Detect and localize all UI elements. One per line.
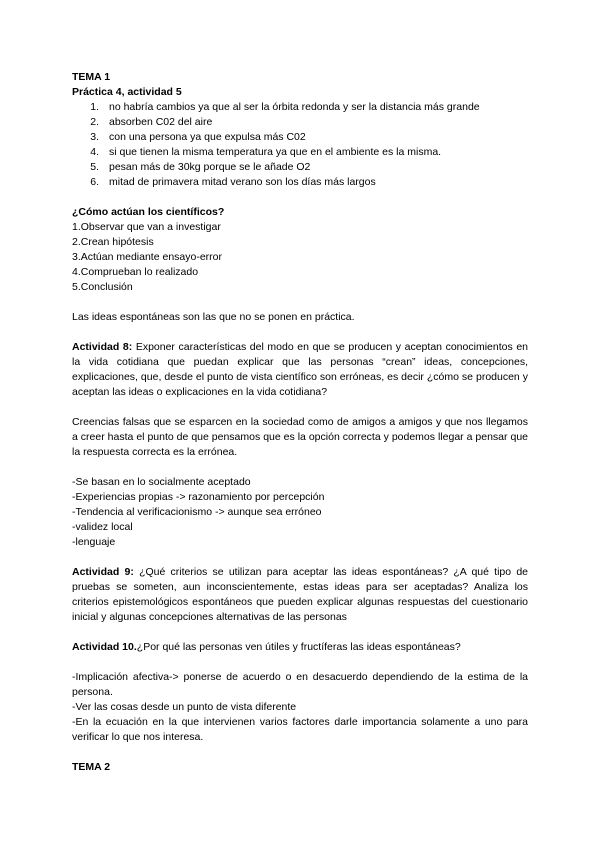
actividad10-question: Actividad 10.¿Por qué las personas ven útiles y fructíferas las ideas espontáneas?: [72, 641, 461, 653]
list-item: 3.Actúan mediante ensayo-error: [72, 251, 222, 263]
ideas-espontaneas-text: Las ideas espontáneas son las que no se ponen en práctica.: [72, 311, 355, 323]
list-item: -lenguaje: [72, 536, 116, 548]
answers-list: [72, 100, 528, 190]
list-item: -Se basan en lo socialmente aceptado: [72, 476, 251, 488]
list-item: 4. si que tienen la misma temperatura ya que en el ambiente es la misma.: [90, 146, 442, 158]
list-item: -Ver las cosas desde un punto de vista diferente: [72, 701, 297, 713]
actividad8-answer: Creencias falsas que se esparcen en la sociedad como de amigos a amigos y que nos llegamos a creer hasta el punto de que pensamos que es la opción correcta y podemos llegar a pensar que la respuesta correcta es la errónea.: [72, 416, 528, 458]
list-item: 2.Crean hipótesis: [72, 236, 154, 248]
actividad8-label: Actividad 8:: [72, 341, 133, 353]
cientificos-steps: [72, 220, 528, 295]
list-item: 4.Comprueban lo realizado: [72, 266, 199, 278]
cientificos-heading: ¿Cómo actúan los científicos?: [72, 206, 225, 218]
list-item: -En la ecuación en la que intervienen varios factores darle importancia solamente a uno para verificar lo que nos interesa.: [72, 716, 528, 743]
list-item: -Implicación afectiva-> ponerse de acuerdo o en desacuerdo dependiendo de la estima de la persona.: [72, 671, 528, 698]
list-item: 3. con una persona ya que expulsa más C02: [90, 131, 306, 143]
list-item: 5.Conclusión: [72, 281, 133, 293]
actividad9-question: Actividad 9: ¿Qué criterios se utilizan para aceptar las ideas espontáneas? ¿A qué tipo de pruebas se someten, aun inconscientemente, estas ideas para ser aceptadas? Analiza los criterios epistemológicos espontáneos que pueden explicar algunas respuestas del cuestionario inicial y algunas concepciones alternativas de las personas: [72, 566, 529, 623]
list-item: -validez local: [72, 521, 133, 533]
actividad8-bullets: [72, 475, 528, 550]
actividad9-label: Actividad 9:: [72, 566, 134, 578]
list-item: 1.Observar que van a investigar: [72, 221, 221, 233]
list-item: 1. no habría cambios ya que al ser la órbita redonda y ser la distancia más grande: [90, 101, 480, 113]
tema1-title: TEMA 1: [72, 71, 111, 83]
list-item: -Tendencia al verificacionismo -> aunque sea erróneo: [72, 506, 322, 518]
actividad8-question: Actividad 8: Exponer características del modo en que se producen y aceptan conocimientos en la vida cotidiana que puedan explicar que las personas “crean” ideas, concepciones, explicaciones, que, desde el punto de vista científico son erróneas, es decir ¿cómo se producen y aceptan las ideas o explicaciones en la vida cotidiana?: [72, 341, 528, 398]
actividad10-bullets: [72, 670, 528, 745]
list-item: 2. absorben C02 del aire: [90, 116, 213, 128]
list-item: 5. pesan más de 30kg porque se le añade O2: [90, 161, 311, 173]
list-item: 6. mitad de primavera mitad verano son los días más largos: [90, 176, 376, 188]
tema2-title: TEMA 2: [72, 761, 111, 773]
actividad10-label: Actividad 10.: [72, 641, 137, 653]
list-item: -Experiencias propias -> razonamiento por percepción: [72, 491, 325, 503]
practica-title: Práctica 4, actividad 5: [72, 86, 182, 98]
